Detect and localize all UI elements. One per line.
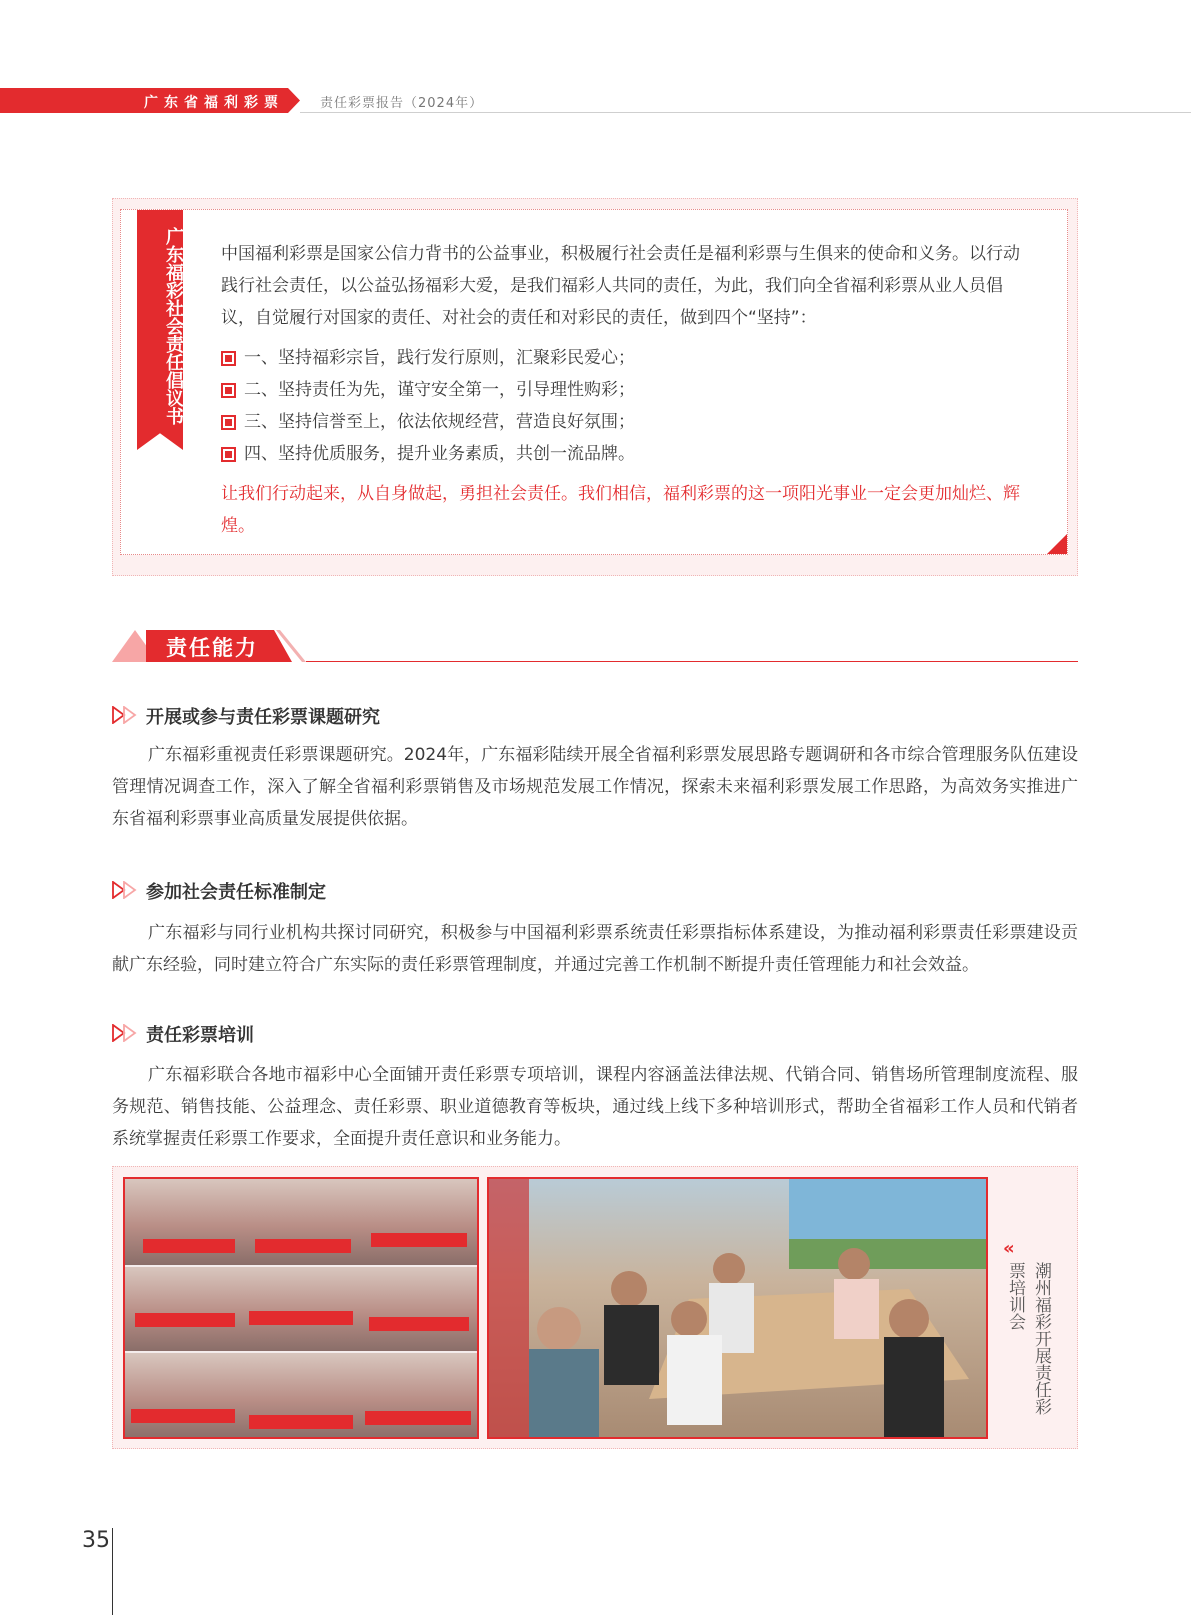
collage-photo	[361, 1353, 479, 1439]
header-organization: 广东省福利彩票	[144, 95, 284, 111]
initiative-intro: 中国福利彩票是国家公信力背书的公益事业，积极履行社会责任是福利彩票与生俱来的使命和义务。以行动践行社会责任，以公益弘扬福彩大爱，是我们福彩人共同的责任，为此，我们向全省福利彩票从业人员倡议，自觉履行对国家的责任、对社会的责任和对彩民的责任，做到四个“坚持”：	[221, 244, 1020, 328]
page-number: 35	[82, 1528, 110, 1553]
photo-banner	[249, 1311, 353, 1325]
subsection-body-research: 广东福彩重视责任彩票课题研究。2024年，广东福彩陆续开展全省福利彩票发展思路专题调研和各市综合管理服务队伍建设管理情况调查工作，深入了解全省福利彩票销售及市场规范发展工作情况，探索未来福利彩票发展工作思路，为高效务实推进广东省福利彩票事业高质量发展提供依据。	[112, 745, 1078, 829]
photo-banner	[371, 1233, 467, 1247]
subsection-title-research: 开展或参与责任彩票课题研究	[146, 707, 380, 728]
collage-photo	[243, 1267, 361, 1351]
red-square-bullet-icon	[221, 447, 236, 462]
collage-photo	[361, 1267, 479, 1351]
red-square-bullet-icon	[221, 351, 236, 366]
initiative-item: 三、坚持信誉至上，依法依规经营，营造良好氛围；	[221, 406, 1031, 438]
initiative-ribbon-title: 广东福彩社会责任倡议书	[163, 227, 184, 425]
photo-caption: 潮州福彩开展责任彩票培训会	[1005, 1262, 1051, 1415]
collage-photo	[361, 1179, 479, 1265]
photo-banner	[143, 1239, 235, 1253]
red-square-bullet-icon	[221, 383, 236, 398]
initiative-list	[221, 342, 1031, 470]
initiative-item: 一、坚持福彩宗旨，践行发行原则，汇聚彩民爱心；	[221, 342, 1031, 374]
initiative-item: 四、坚持优质服务，提升业务素质，共创一流品牌。	[221, 438, 1031, 470]
caption-arrow-icon: «	[1003, 1238, 1011, 1259]
header-divider	[300, 112, 1191, 113]
subsection-body-training: 广东福彩联合各地市福彩中心全面铺开责任彩票专项培训，课程内容涵盖法律法规、代销合同、销售场所管理制度流程、服务规范、销售技能、公益理念、责任彩票、职业道德教育等板块，通过线上线下多种培训形式，帮助全省福彩工作人员和代销者系统掌握责任彩票工作要求，全面提升责任意识和业务能力。	[112, 1065, 1078, 1149]
subsection-title-standards: 参加社会责任标准制定	[146, 882, 326, 903]
photo-banner	[135, 1313, 235, 1327]
photo-banner	[255, 1239, 351, 1253]
section-title: 责任能力	[166, 636, 258, 660]
photo-banner	[131, 1409, 235, 1423]
photo-banner	[249, 1415, 353, 1429]
page-number-divider	[112, 1528, 113, 1615]
header-report-title: 责任彩票报告（2024年）	[320, 96, 484, 111]
meeting-scene	[489, 1179, 988, 1439]
collage-photo	[125, 1267, 243, 1351]
subsection-title-training: 责任彩票培训	[146, 1025, 254, 1046]
photo-banner	[369, 1317, 469, 1331]
red-square-bullet-icon	[221, 415, 236, 430]
subsection-body-standards: 广东福彩与同行业机构共探讨同研究，积极参与中国福利彩票系统责任彩票指标体系建设，为推动福利彩票责任彩票建设贡献广东经验，同时建立符合广东实际的责任彩票管理制度，并通过完善工作机制不断提升责任管理能力和社会效益。	[112, 923, 1078, 975]
collage-photo	[125, 1353, 243, 1439]
initiative-closing: 让我们行动起来，从自身做起，勇担社会责任。我们相信，福利彩票的这一项阳光事业一定会更加灿烂、辉煌。	[221, 484, 1020, 536]
double-arrow-icon	[111, 1024, 139, 1042]
section-underline	[306, 661, 1078, 662]
group-photo-collage	[123, 1177, 479, 1439]
initiative-item: 二、坚持责任为先，谨守安全第一，引导理性购彩；	[221, 374, 1031, 406]
double-arrow-icon	[111, 706, 139, 724]
photo-banner	[365, 1411, 471, 1425]
training-meeting-photo	[487, 1177, 988, 1439]
double-arrow-icon	[111, 881, 139, 899]
